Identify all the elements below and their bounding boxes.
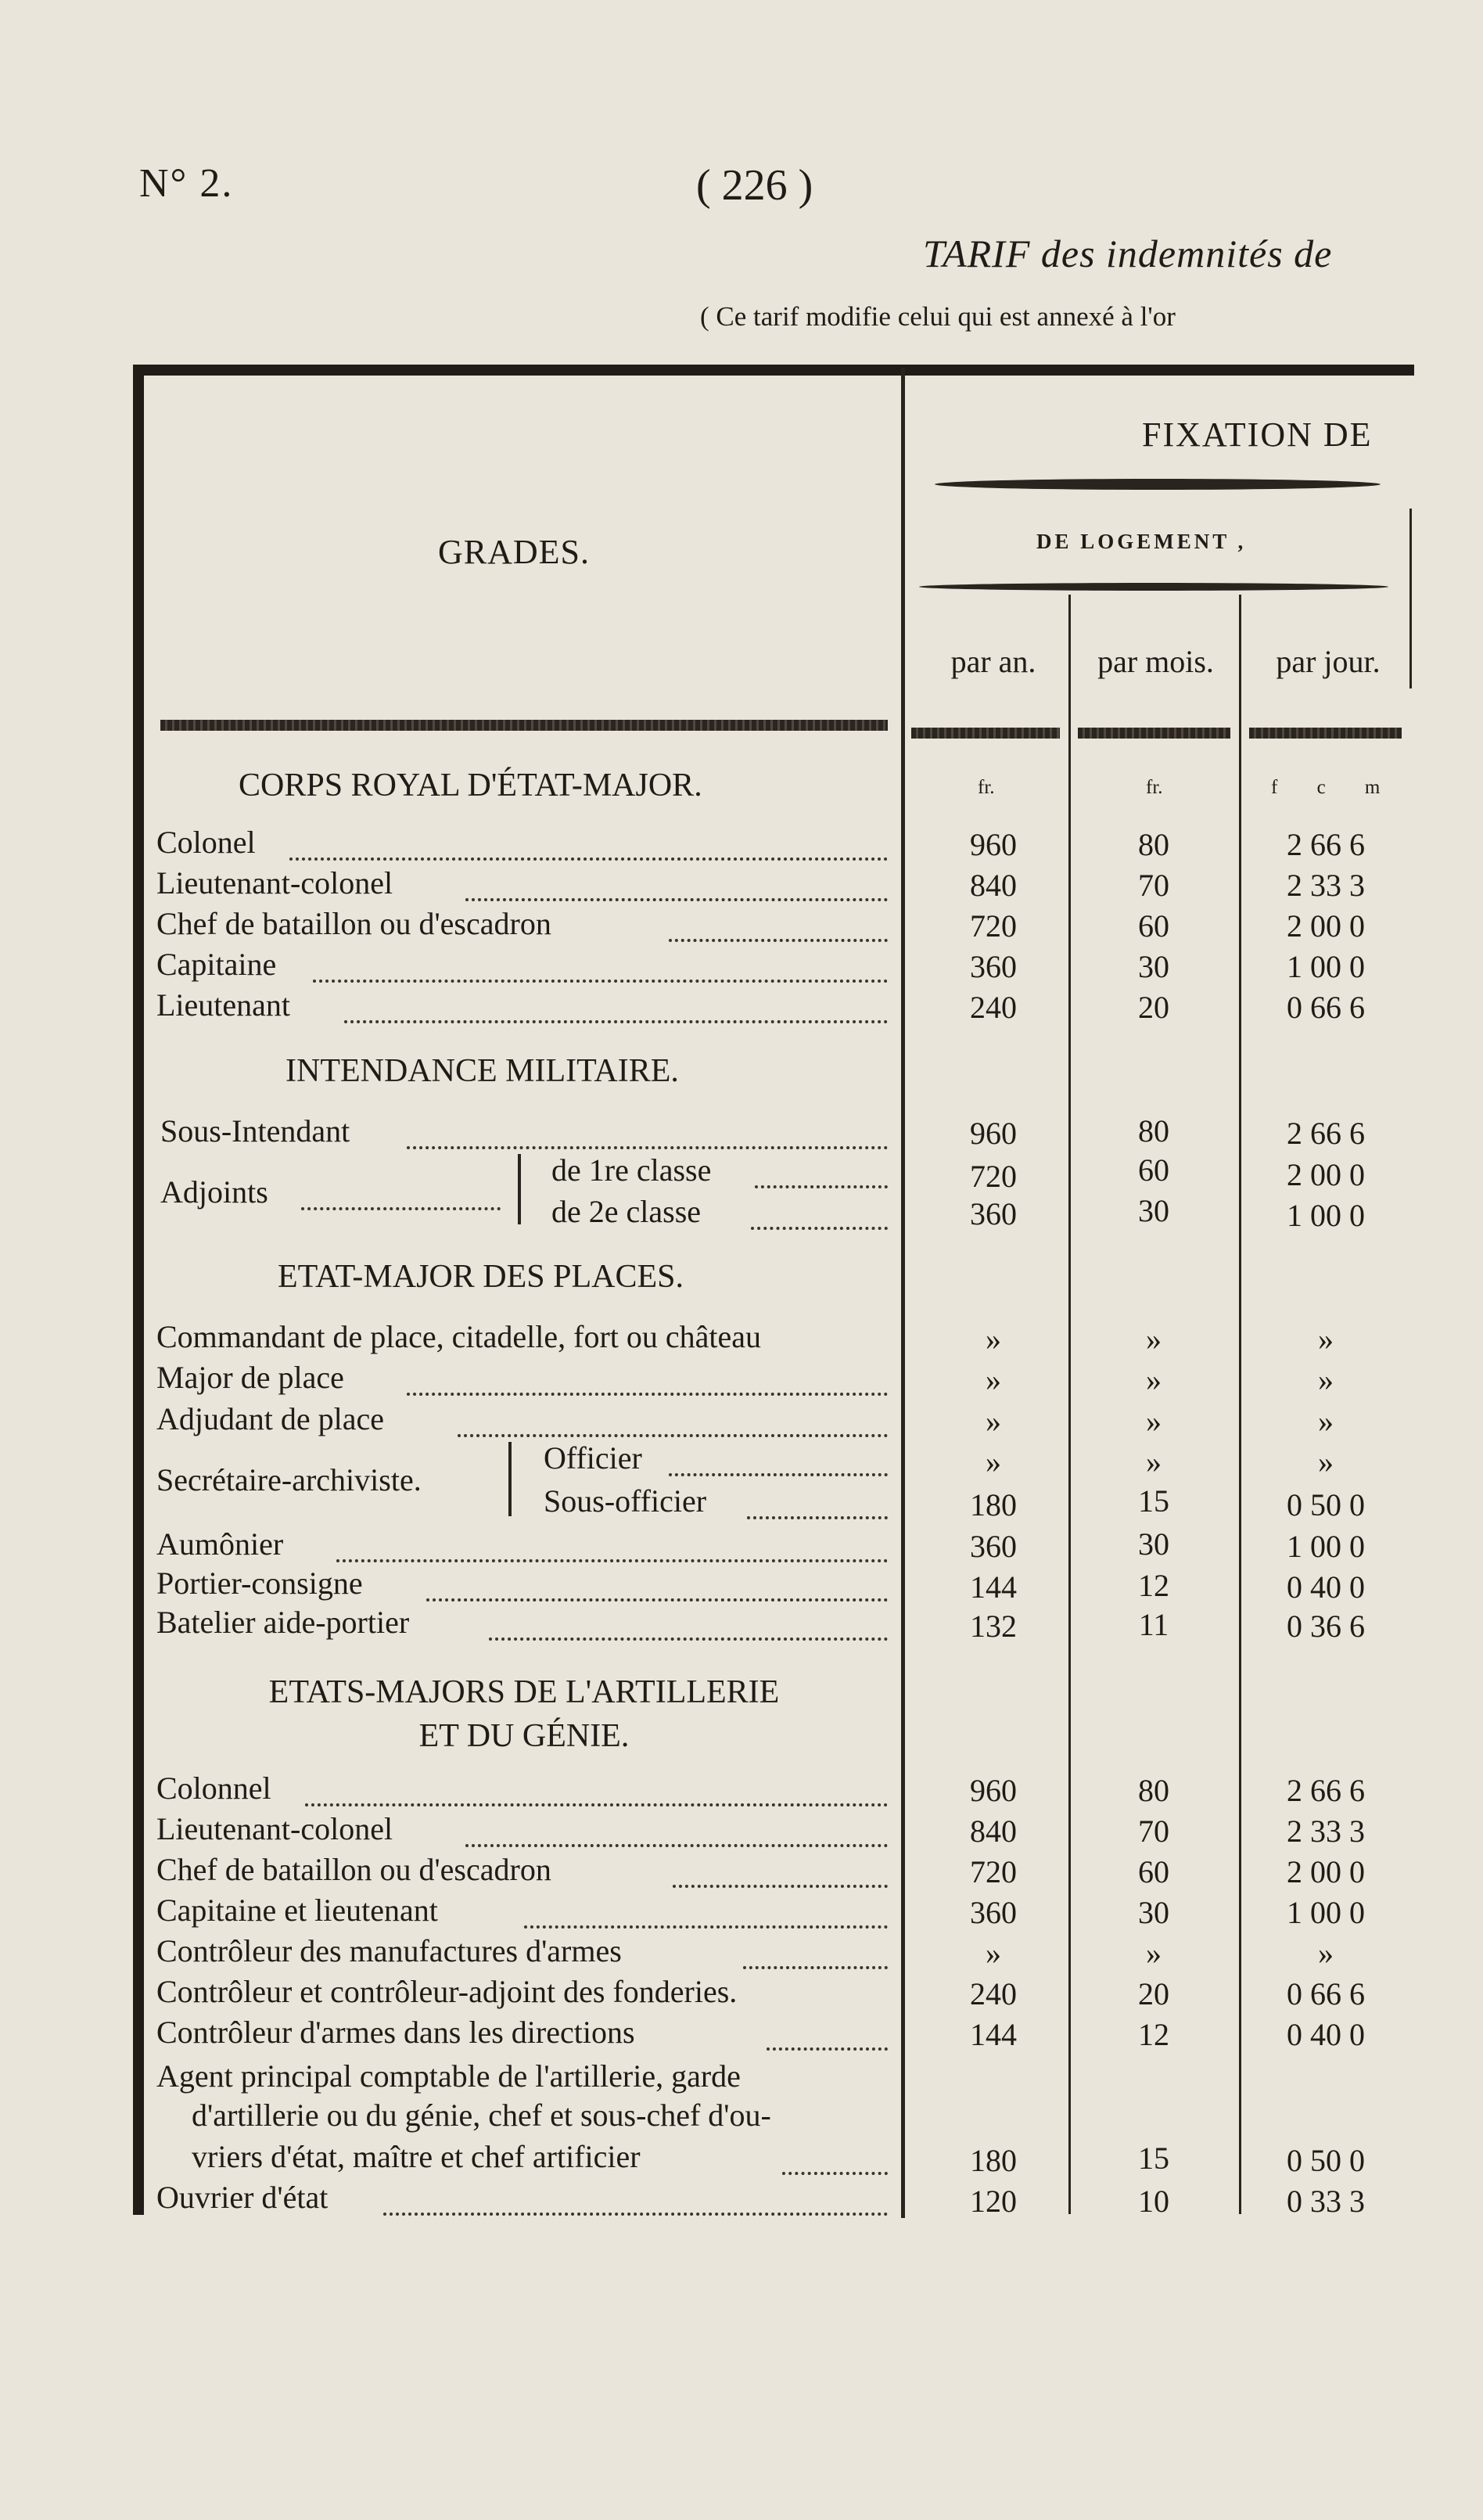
cell-an: 360	[970, 1196, 1017, 1231]
cell-mois: 12	[1138, 1568, 1169, 1603]
adjoint-2-label: de 2e classe	[551, 1194, 702, 1229]
leader-dots	[767, 2016, 888, 2051]
cell-an: 144	[970, 1569, 1017, 1605]
cell-jour: 2 00 0	[1287, 908, 1365, 944]
row-label: Contrôleur des manufactures d'armes	[156, 1933, 622, 1968]
section-artillerie	[211, 1670, 837, 1758]
cell-an: 132	[970, 1609, 1017, 1644]
leader-dots	[669, 1442, 888, 1476]
header-band-an	[911, 728, 1060, 739]
section-places: ETAT-MAJOR DES PLACES.	[278, 1259, 684, 1295]
leader-dots	[407, 1115, 888, 1149]
leader-dots	[465, 1813, 888, 1847]
unit-an: fr.	[978, 777, 995, 798]
cell-jour: 0 40 0	[1287, 1569, 1365, 1605]
agent-line-1: Agent principal comptable de l'artillerie, garde	[156, 2058, 741, 2094]
cell-an: 960	[970, 1773, 1017, 1808]
row-label: Portier-consigne	[156, 1566, 363, 1601]
row-label: Contrôleur et contrôleur-adjoint des fonderies.	[156, 1974, 738, 2009]
secretaire-label: Secrétaire-archiviste.	[156, 1462, 422, 1497]
cell-mois: 80	[1138, 827, 1169, 862]
leader-dots	[407, 1361, 888, 1396]
cell-jour: 0 66 6	[1287, 990, 1365, 1025]
document-title: TARIF des indemnités de	[923, 232, 1333, 275]
cell-mois: 60	[1138, 908, 1169, 944]
cell-mois: 30	[1138, 949, 1169, 984]
cell-an: 960	[970, 827, 1017, 862]
cell-jour: 0 50 0	[1287, 1487, 1365, 1522]
table-top-rule	[133, 365, 1414, 376]
cell-jour: 1 00 0	[1287, 1529, 1365, 1564]
cell-mois: 20	[1138, 1976, 1169, 2011]
row-label: Lieutenant-colonel	[156, 865, 393, 901]
cell-jour: »	[1318, 1404, 1334, 1439]
cell-mois: 30	[1138, 1895, 1169, 1930]
cell-an: »	[986, 1321, 1001, 1357]
col-head-mois: par mois.	[1097, 644, 1214, 679]
leader-dots	[305, 1772, 888, 1806]
cell-an: 720	[970, 1854, 1017, 1889]
cell-an: 240	[970, 990, 1017, 1025]
cell-an: 360	[970, 1529, 1017, 1564]
cell-mois: 80	[1138, 1113, 1169, 1149]
row-label: Sous-Intendant	[160, 1113, 350, 1149]
fixation-heading: FIXATION DE	[1142, 415, 1373, 454]
leader-dots	[383, 2181, 888, 2216]
header-swell-rule	[935, 479, 1381, 490]
leader-dots	[755, 1154, 888, 1188]
header-band-mois	[1078, 728, 1230, 739]
row-label: Lieutenant	[156, 987, 291, 1023]
unit-jour: f c m	[1271, 777, 1398, 798]
header-band-grades	[160, 720, 888, 731]
leader-dots	[344, 989, 888, 1023]
cell-an: 360	[970, 949, 1017, 984]
leader-dots	[289, 826, 888, 861]
cell-an: 240	[970, 1976, 1017, 2011]
an-column-rule	[1068, 595, 1071, 2214]
col-head-jour: par jour.	[1276, 644, 1381, 679]
cell-an: 360	[970, 1895, 1017, 1930]
cell-jour: 2 00 0	[1287, 1854, 1365, 1889]
row-label: Commandant de place, citadelle, fort ou château	[156, 1319, 762, 1354]
cell-an: 840	[970, 1814, 1017, 1849]
leader-dots	[524, 1894, 888, 1929]
cell-mois: 10	[1138, 2184, 1169, 2219]
cell-jour: 2 66 6	[1287, 1773, 1365, 1808]
leader-dots	[782, 2141, 888, 2175]
section-artillerie-line-2: ET DU GÉNIE.	[418, 1718, 630, 1754]
row-label: Batelier aide-portier	[156, 1605, 410, 1640]
brace-adjoints	[518, 1154, 521, 1224]
cell-mois: »	[1146, 1362, 1162, 1397]
grades-column-rule	[901, 368, 905, 2218]
cell-jour: 0 40 0	[1287, 2017, 1365, 2052]
cell-mois: »	[1146, 1936, 1162, 1971]
row-label: Adjudant de place	[156, 1401, 384, 1436]
leader-dots	[489, 1606, 888, 1641]
adjoints-label: Adjoints	[160, 1174, 268, 1210]
leader-dots	[673, 1853, 888, 1888]
header-band-jour	[1249, 728, 1402, 739]
section-corps-royal: CORPS ROYAL D'ÉTAT-MAJOR.	[239, 768, 702, 803]
cell-jour: »	[1318, 1321, 1334, 1357]
row-label: Capitaine et lieutenant	[156, 1893, 438, 1928]
leader-dots	[743, 1935, 888, 1969]
cell-mois: 70	[1138, 1814, 1169, 1849]
row-label: Contrôleur d'armes dans les directions	[156, 2015, 635, 2050]
cell-jour: 0 33 3	[1287, 2184, 1365, 2219]
agent-line-3: vriers d'état, maître et chef artificier	[192, 2139, 641, 2174]
cell-an: »	[986, 1444, 1001, 1479]
cell-an: 180	[970, 1487, 1017, 1522]
cell-an: 180	[970, 2143, 1017, 2178]
row-label: Colonnel	[156, 1770, 271, 1806]
page-number: ( 226 )	[696, 161, 813, 210]
cell-jour: »	[1318, 1362, 1334, 1397]
cell-mois: 30	[1138, 1193, 1169, 1228]
col-head-an: par an.	[950, 644, 1036, 679]
section-artillerie-line-1: ETATS-MAJORS DE L'ARTILLERIE	[268, 1674, 780, 1710]
cell-mois: »	[1146, 1444, 1162, 1479]
row-label: Lieutenant-colonel	[156, 1811, 393, 1846]
cell-an: 840	[970, 868, 1017, 903]
cell-mois: 30	[1138, 1526, 1169, 1562]
cell-an: 120	[970, 2184, 1017, 2219]
cell-jour: 1 00 0	[1287, 949, 1365, 984]
sous-officier-label: Sous-officier	[544, 1483, 707, 1519]
header-swell-rule-2	[919, 583, 1388, 591]
cell-jour: 2 66 6	[1287, 1116, 1365, 1151]
cell-an: 960	[970, 1116, 1017, 1151]
adjoint-1-label: de 1re classe	[551, 1152, 712, 1188]
cell-an: »	[986, 1936, 1001, 1971]
brace-secretaire	[508, 1442, 512, 1516]
agent-line-2: d'artillerie ou du génie, chef et sous-chef d'ou-	[192, 2098, 771, 2133]
table-number: N° 2.	[139, 161, 234, 206]
cell-jour: 0 66 6	[1287, 1976, 1365, 2011]
row-label: Major de place	[156, 1360, 344, 1395]
cell-jour: 1 00 0	[1287, 1895, 1365, 1930]
cell-mois: 60	[1138, 1854, 1169, 1889]
row-label: Colonel	[156, 825, 256, 860]
cell-jour: 2 33 3	[1287, 1814, 1365, 1849]
cell-mois: »	[1146, 1404, 1162, 1439]
cell-jour: 1 00 0	[1287, 1198, 1365, 1233]
cell-mois: 15	[1138, 2141, 1169, 2176]
leader-dots	[313, 948, 888, 983]
leader-dots	[747, 1485, 888, 1519]
cell-jour: »	[1318, 1936, 1334, 1971]
leader-dots	[426, 1567, 888, 1602]
leader-dots	[301, 1176, 501, 1210]
cell-jour: 2 66 6	[1287, 827, 1365, 862]
cell-jour: 2 00 0	[1287, 1157, 1365, 1192]
cell-jour: 0 50 0	[1287, 2143, 1365, 2178]
leader-dots	[669, 908, 888, 942]
row-label: Capitaine	[156, 947, 277, 982]
leader-dots	[458, 1403, 888, 1437]
cell-mois: 70	[1138, 868, 1169, 903]
table-left-rule	[133, 365, 144, 2215]
leader-dots	[465, 867, 888, 901]
row-label: Aumônier	[156, 1526, 284, 1562]
document-subtitle: ( Ce tarif modifie celui qui est annexé à l'or	[700, 301, 1176, 332]
cell-jour: 0 36 6	[1287, 1609, 1365, 1644]
leader-dots	[751, 1195, 888, 1230]
cell-jour: 2 33 3	[1287, 868, 1365, 903]
cell-an: »	[986, 1362, 1001, 1397]
row-label: Ouvrier d'état	[156, 2180, 329, 2215]
grades-heading: GRADES.	[438, 533, 591, 571]
section-intendance: INTENDANCE MILITAIRE.	[285, 1053, 679, 1089]
officier-label: Officier	[544, 1440, 642, 1476]
cell-mois: 60	[1138, 1152, 1169, 1188]
unit-mois: fr.	[1146, 777, 1163, 798]
cell-mois: 12	[1138, 2017, 1169, 2052]
cell-mois: 20	[1138, 990, 1169, 1025]
cell-mois: 80	[1138, 1773, 1169, 1808]
leader-dots	[336, 1528, 888, 1562]
logement-heading: DE LOGEMENT ,	[1036, 530, 1247, 553]
cell-an: 720	[970, 1159, 1017, 1194]
row-label: Chef de bataillon ou d'escadron	[156, 906, 551, 941]
row-label: Chef de bataillon ou d'escadron	[156, 1852, 551, 1887]
cell-mois: 11	[1138, 1607, 1169, 1642]
cell-an: 720	[970, 908, 1017, 944]
cell-mois: »	[1146, 1321, 1162, 1357]
cell-mois: 15	[1138, 1483, 1169, 1519]
cell-jour: »	[1318, 1444, 1334, 1479]
cell-an: »	[986, 1404, 1001, 1439]
cell-an: 144	[970, 2017, 1017, 2052]
mois-column-rule	[1239, 595, 1241, 2214]
